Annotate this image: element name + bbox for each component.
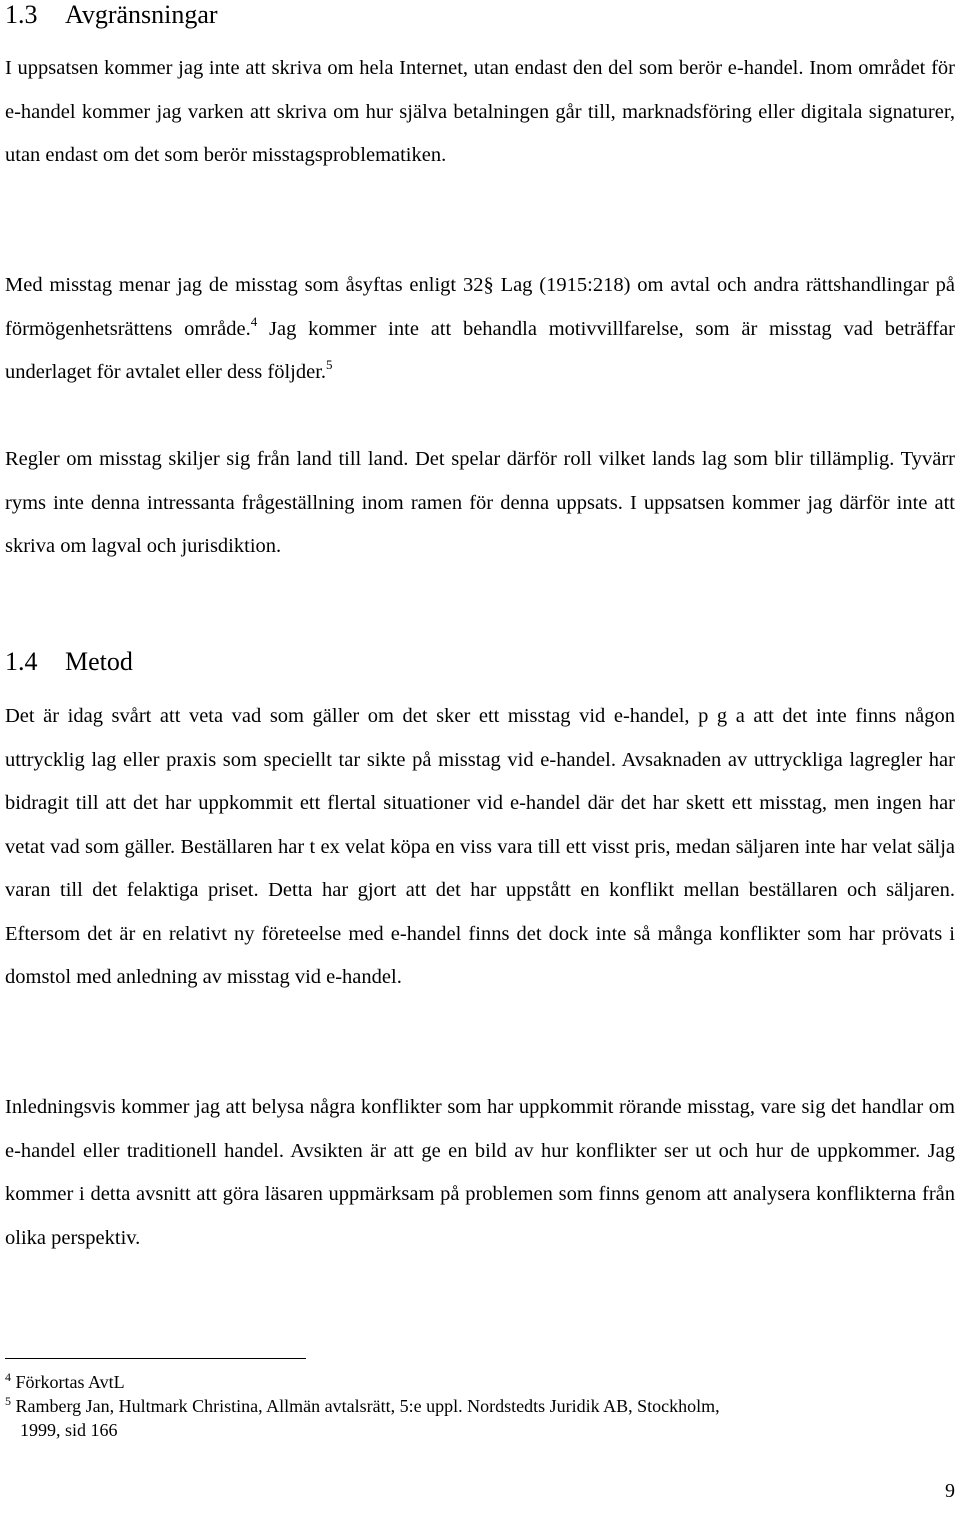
section-title: Avgränsningar [65,0,218,29]
page-number: 9 [945,1480,955,1502]
footnote-text: Ramberg Jan, Hultmark Christina, Allmän avtalsrätt, 5:e uppl. Nordstedts Juridik AB, Stockholm, [15,1396,720,1416]
section-number: 1.4 [5,647,38,676]
footnote-ref: 5 [326,357,333,372]
paragraph: I uppsatsen kommer jag inte att skriva om hela Internet, utan endast den del som berör e-handel. Inom området för e-handel kommer jag varken att skriva om hur själva betalningen går till, marknadsföring eller digitala signaturer, utan endast om det som berör misstagsproblematiken. [5,57,955,166]
footnote-mark: 5 [5,1394,11,1408]
paragraph-text: Jag kommer inte att behandla motivvillfarelse, som är misstag vad beträffar underlaget för avtalet eller dess följder. [5,317,955,383]
footnote-divider [5,1358,306,1359]
paragraph-text: Med misstag menar jag de misstag som åsyftas enligt 32§ Lag (1915:218) om avtal och andra rättshandlingar på förmögenhetsrättens område. [5,274,955,340]
section-heading-metod [5,647,133,677]
footnote-5 [5,1394,955,1442]
paragraph: Det är idag svårt att veta vad som gäller om det sker ett misstag vid e-handel, p g a att det inte finns någon uttrycklig lag eller praxis som speciellt tar sikte på misstag vid e-handel. Avsaknaden av uttryckliga lagregler har bidragit till att det har uppkommit ett flertal situationer vid e-handel där det har skett ett misstag, men ingen har vetat vad som gäller. Beställaren har t ex velat köpa en viss vara till ett visst pris, medan säljaren inte har velat sälja varan till det felaktiga priset. Detta har gjort att det har uppstått en konflikt mellan beställaren och säljaren. Eftersom det är en relativt ny företeelse med e-handel finns det dock inte så många konflikter som har prövats i domstol med anledning av misstag vid e-handel. [5,705,955,988]
footnote-text: Förkortas AvtL [15,1372,125,1392]
section-heading-avgransningar [5,0,218,30]
paragraph: Regler om misstag skiljer sig från land till land. Det spelar därför roll vilket lands lag som blir tillämplig. Tyvärr ryms inte denna intressanta frågeställning inom ramen för denna uppsats. I uppsatsen kommer jag därför inte att skriva om lagval och jurisdiktion. [5,448,955,557]
paragraph: Inledningsvis kommer jag att belysa några konflikter som har uppkommit rörande misstag, vare sig det handlar om e-handel eller traditionell handel. Avsikten är att ge en bild av hur konflikter ser ut och hur de uppkommer. Jag kommer i detta avsnitt att göra läsaren uppmärksam på problemen som finns genom att analysera konflikterna från olika perspektiv. [5,1096,955,1249]
footnote-mark: 4 [5,1370,11,1384]
paragraph-misstag [5,264,955,395]
section-number: 1.3 [5,0,38,29]
footnote-text-continued: 1999, sid 166 [20,1420,118,1440]
footnote-4 [5,1370,955,1394]
footnote-ref: 4 [250,313,258,329]
section-title: Metod [65,647,133,676]
